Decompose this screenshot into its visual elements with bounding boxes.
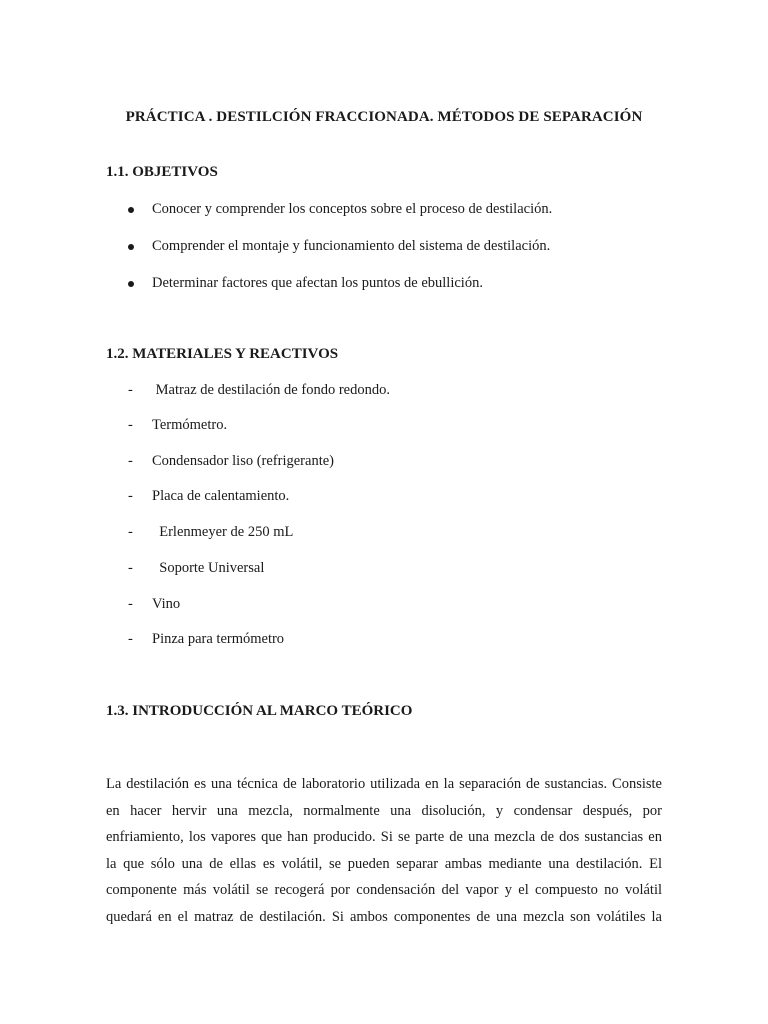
- paragraph-line: enfriamiento, los vapores que han producido. Si se parte de una mezcla de dos sustancias en: [106, 829, 662, 845]
- material-text: Pinza para termómetro: [152, 631, 285, 647]
- material-text: Condensador liso (refrigerante): [152, 453, 334, 469]
- dash-marker: -: [128, 560, 133, 576]
- objective-text: Determinar factores que afectan los puntos de ebullición.: [152, 275, 483, 291]
- bullet-icon: [128, 207, 134, 213]
- dash-marker: -: [128, 382, 133, 398]
- intro-paragraph: [106, 771, 662, 930]
- section-heading-introduccion: 1.3. INTRODUCCIÓN AL MARCO TEÓRICO: [106, 703, 413, 719]
- bullet-icon: [128, 244, 134, 250]
- dash-marker: -: [128, 524, 133, 540]
- objective-text: Comprender el montaje y funcionamiento del sistema de destilación.: [152, 238, 551, 254]
- section-heading-materiales: 1.2. MATERIALES Y REACTIVOS: [106, 346, 339, 362]
- objective-text: Conocer y comprender los conceptos sobre el proceso de destilación.: [152, 201, 553, 217]
- material-text: Erlenmeyer de 250 mL: [152, 524, 294, 540]
- dash-marker: -: [128, 488, 133, 504]
- material-text: Placa de calentamiento.: [152, 488, 290, 504]
- paragraph-line: en hacer hervir una mezcla, normalmente una disolución, y condensar después, por: [106, 802, 662, 819]
- material-text: Termómetro.: [152, 417, 228, 433]
- dash-marker: -: [128, 417, 133, 433]
- paragraph-line: la que sólo una de ellas es volátil, se pueden separar ambas mediante una destilación. El: [106, 855, 662, 872]
- section-heading-objetivos: 1.1. OBJETIVOS: [106, 164, 218, 180]
- material-text: Vino: [152, 596, 181, 612]
- bullet-icon: [128, 281, 134, 287]
- material-text: Matraz de destilación de fondo redondo.: [152, 382, 390, 398]
- dash-marker: -: [128, 631, 133, 647]
- paragraph-line: La destilación es una técnica de laboratorio utilizada en la separación de sustancias. Consiste: [106, 776, 662, 792]
- paragraph-line: quedará en el matraz de destilación. Si ambos componentes de una mezcla son volátiles la: [106, 908, 662, 925]
- dash-marker: -: [128, 596, 133, 612]
- paragraph-line: componente más volátil se recogerá por condensación del vapor y el compuesto no volátil: [106, 882, 662, 898]
- document-title: PRÁCTICA . DESTILCIÓN FRACCIONADA. MÉTODOS DE SEPARACIÓN: [125, 109, 643, 125]
- dash-marker: -: [128, 453, 133, 469]
- material-text: Soporte Universal: [152, 560, 265, 576]
